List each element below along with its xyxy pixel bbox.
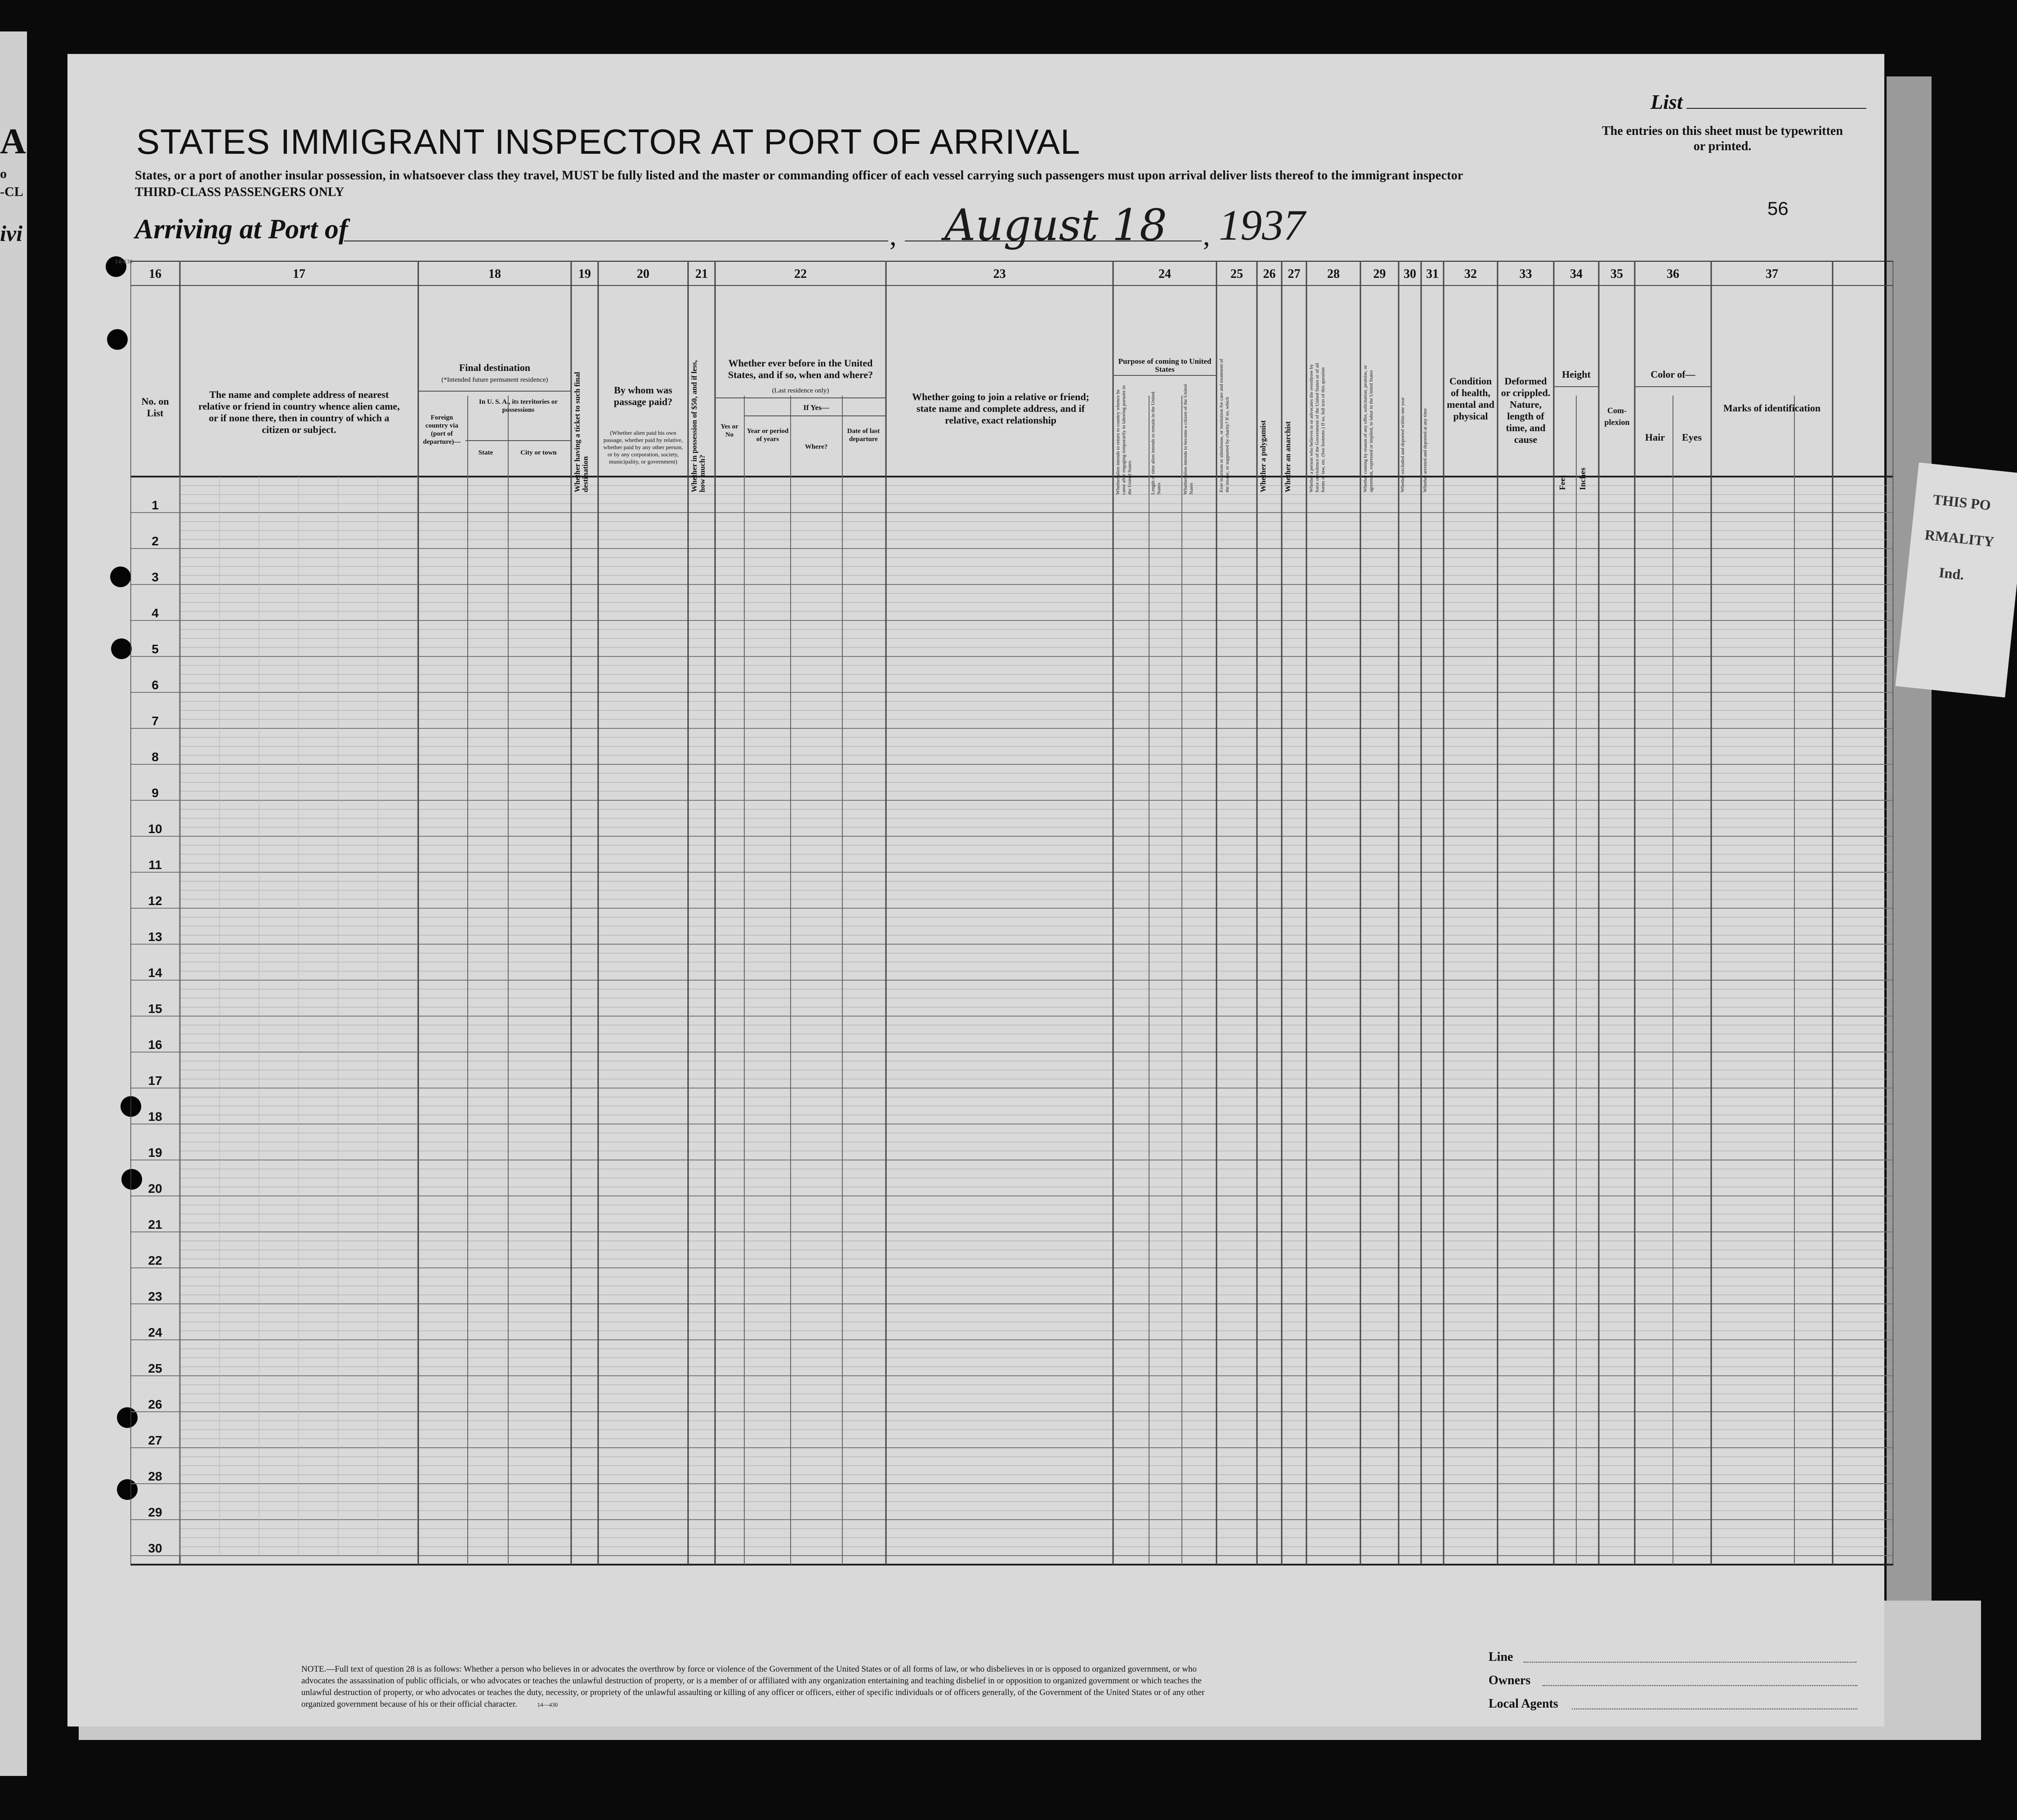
header-hair: Hair — [1645, 432, 1665, 443]
row-number: 8 — [152, 750, 159, 764]
fragment-text: -CL — [0, 184, 23, 199]
header-no-on-list: No. on List — [141, 396, 169, 419]
column-number: 22 — [794, 267, 807, 281]
row-number: 10 — [148, 822, 162, 836]
slip-text: Ind. — [1938, 564, 1965, 583]
row-number: 4 — [152, 606, 159, 620]
row-number: 3 — [152, 570, 159, 584]
row-number: 24 — [148, 1325, 162, 1339]
header-arrested: Whether arrested and deported at any time — [1422, 408, 1428, 492]
header-fifty-dollars: Whether in possession of $50, and if less, how much? — [690, 360, 707, 492]
row-number: 26 — [148, 1397, 162, 1411]
header-prison: Ever in prison or almshouse, or institution for care and treatment of the insane, or supported by charity? If so, which — [1219, 359, 1230, 492]
row-number: 12 — [148, 894, 162, 908]
punch-hole — [111, 638, 132, 659]
header-complexion: Com-plexion — [1604, 406, 1630, 427]
header-purpose-citizen: Whether alien intends to become a citizen of the United States — [1183, 384, 1194, 495]
header-purpose: Purpose of coming to United States — [1118, 357, 1212, 374]
column-number: 29 — [1373, 267, 1386, 281]
header-year-period: Year or period of years — [747, 428, 789, 443]
column-number: 36 — [1667, 267, 1679, 281]
header-purpose-return: Whether alien intends to return to country whence he came after engaging temporarily in laboring pursuits in the United States — [1115, 385, 1132, 495]
header-labor-offer: Whether coming by reason of any offer, solicitation, promise, or agreement, expressed or implied, to labor in the United States — [1363, 365, 1374, 492]
agents-block — [1489, 1650, 1558, 1720]
column-number: 37 — [1766, 267, 1778, 281]
table-grid — [130, 261, 1893, 1583]
punch-hole — [110, 567, 131, 587]
agent-line-row — [1489, 1650, 1558, 1673]
fragment-letter: A — [0, 122, 26, 161]
header-question-28: Whether a person who believes in or advocates the overthrow by force or violence of the Government of the United States or of all forms of law, etc. (See footnote.) If so, full text of this question — [1309, 363, 1326, 492]
manifest-table — [130, 261, 1893, 1583]
row-number: 28 — [148, 1469, 162, 1483]
header-height: Height — [1562, 369, 1591, 380]
owners-fill — [1543, 1685, 1857, 1686]
header-color-of: Color of— — [1650, 369, 1695, 380]
page-title: STATES IMMIGRANT INSPECTOR AT PORT OF ARRIVAL — [136, 122, 1081, 161]
header-where: Where? — [805, 443, 828, 451]
column-number: 21 — [695, 267, 708, 281]
header-last-departure: Date of last departure — [847, 428, 880, 443]
header-feet: Feet — [1558, 475, 1567, 490]
list-number-line — [1686, 108, 1866, 109]
agent-owners-row — [1489, 1673, 1558, 1697]
row-number: 17 — [148, 1074, 162, 1088]
column-number: 31 — [1426, 267, 1439, 281]
agent-local-row — [1489, 1697, 1558, 1720]
row-number: 22 — [148, 1253, 162, 1267]
typewritten-note: The entries on this sheet must be typewritten or printed. — [1602, 124, 1843, 153]
adjacent-page-fragment — [0, 31, 27, 1776]
fragment-text: o — [0, 166, 7, 181]
header-marks: Marks of identification — [1723, 402, 1821, 414]
footnote-text: NOTE.—Full text of question 28 is as follows: Whether a person who believes in or advocates the overthrow by force or violence of the Government of the United States or of all forms of law, or who disbelieves in or is opposed to organized government, or who advocates the assassination of public officials, or who advocates or teaches the unlawful destruction of property, or is a member of or affiliated with any organization entertaining and teaching disbelief in or opposition to organized government or which teaches the unlawful destruction of property, or who advocates or teaches the duty, necessity, or propriety of the unlawful assaulting or killing of any officer or officers, either of specific individuals or of officers generally, of the Government of the United States or of any other organized government because of his or their official character. — [301, 1664, 1205, 1709]
header-state: State — [478, 449, 493, 456]
row-number: 7 — [152, 714, 159, 728]
header-inches: Inches — [1578, 467, 1587, 490]
header-foreign-country: Foreign country via (port of departure)— — [423, 414, 461, 446]
row-number: 19 — [148, 1146, 162, 1160]
fragment-text: ivi — [0, 221, 22, 246]
row-number: 30 — [148, 1541, 162, 1555]
header-purpose-length: Length of time alien intends to remain in the United States — [1150, 392, 1162, 495]
handwritten-date: August 18 — [944, 200, 1167, 250]
header-final-destination-note: (*Intended future permanent residence) — [441, 376, 548, 384]
header-polygamist: Whether a polygamist — [1259, 420, 1267, 492]
line-fill — [1524, 1662, 1856, 1663]
footnote-form-code: 14—430 — [537, 1701, 558, 1708]
page-edge-shadow — [1887, 76, 1932, 1740]
row-number: 20 — [148, 1182, 162, 1195]
header-ticket: Whether having a ticket to such final destination — [573, 372, 590, 492]
row-number: 18 — [148, 1110, 162, 1124]
slip-text: RMALITY — [1924, 526, 1995, 550]
footnote — [301, 1664, 1228, 1711]
header-anarchist: Whether an anarchist — [1284, 421, 1292, 492]
header-final-destination: Final destination — [459, 362, 531, 373]
header-joining-relative: Whether going to join a relative or friend; state name and complete address, and if relative, exact relationship — [912, 391, 1090, 426]
line-label: Line — [1489, 1650, 1513, 1664]
row-number: 27 — [148, 1433, 162, 1447]
header-excluded: Whether excluded and deported within one year — [1400, 397, 1405, 492]
row-number: 2 — [152, 534, 159, 548]
header-if-yes: If Yes— — [803, 403, 829, 412]
header-health: Condition of health, mental and physical — [1447, 375, 1494, 422]
column-number: 30 — [1404, 267, 1416, 281]
column-number: 16 — [149, 267, 161, 281]
punch-hole — [107, 329, 128, 350]
column-number: 19 — [578, 267, 591, 281]
handwritten-year: 1937 — [1219, 201, 1305, 249]
comma: , — [890, 221, 897, 251]
row-number: 29 — [148, 1505, 162, 1519]
header-in-usa: In U. S. A., its territories or possessions — [479, 398, 558, 414]
page-number: 56 — [1767, 198, 1789, 219]
row-number: 16 — [148, 1038, 162, 1052]
arriving-label: Arriving at Port of — [135, 214, 348, 245]
row-number: 15 — [148, 1002, 162, 1016]
row-number: 1 — [152, 498, 159, 512]
row-number: 13 — [148, 930, 162, 944]
column-number: 34 — [1570, 267, 1583, 281]
row-number: 21 — [148, 1218, 162, 1231]
local-agents-fill — [1572, 1708, 1857, 1709]
column-number: 24 — [1158, 267, 1171, 281]
header-last-residence: (Last residence only) — [772, 387, 829, 394]
header-passage-paid: By whom was passage paid? — [613, 384, 673, 407]
row-number: 5 — [152, 642, 159, 656]
column-number: 33 — [1519, 267, 1532, 281]
column-number: 28 — [1327, 267, 1340, 281]
column-number: 27 — [1288, 267, 1301, 281]
row-number: 11 — [148, 858, 162, 872]
column-number: 17 — [293, 267, 305, 281]
instruction-text: States, or a port of another insular possession, in whatsoever class they travel, MUST be fully listed and the master or commanding officer of each vessel carrying such passengers must upon arrival deliver lists thereof to the immigrant inspector — [135, 169, 1463, 183]
slip-text: THIS PO — [1932, 491, 1992, 513]
header-yes-no: Yes or No — [720, 423, 738, 438]
manifest-sheet — [67, 54, 1884, 1726]
column-number: 18 — [488, 267, 501, 281]
header-nearest-relative: The name and complete address of nearest relative or friend in country whence alien came, or if none there, then in country of which a citizen or subject. — [198, 389, 400, 435]
row-number: 25 — [148, 1361, 162, 1375]
header-passage-note: (Whether alien paid his own passage, whether paid by relative, whether paid by any other person, or by any corporation, society, municipality, or government) — [603, 429, 683, 465]
local-agents-label: Local Agents — [1489, 1697, 1558, 1711]
column-number: 35 — [1610, 267, 1623, 281]
header-city: City or town — [520, 449, 557, 456]
column-number: 26 — [1263, 267, 1276, 281]
column-number: 32 — [1464, 267, 1477, 281]
header-ever-before: Whether ever before in the United States, and if so, when and where? — [728, 357, 873, 380]
form-number: 14-430 — [115, 259, 133, 265]
column-number: 20 — [637, 267, 649, 281]
header-eyes: Eyes — [1682, 432, 1702, 443]
row-number: 23 — [148, 1289, 162, 1303]
list-label: List — [1650, 90, 1683, 113]
owners-label: Owners — [1489, 1673, 1531, 1687]
row-number: 6 — [152, 678, 159, 692]
row-number: 9 — [152, 786, 159, 800]
column-number: 25 — [1230, 267, 1243, 281]
class-label: THIRD-CLASS PASSENGERS ONLY — [135, 185, 344, 199]
column-number: 23 — [993, 267, 1006, 281]
row-number: 14 — [148, 966, 162, 980]
comma: , — [1203, 221, 1210, 251]
header-deformed: Deformed or crippled. Nature, length of time, and cause — [1501, 375, 1551, 445]
